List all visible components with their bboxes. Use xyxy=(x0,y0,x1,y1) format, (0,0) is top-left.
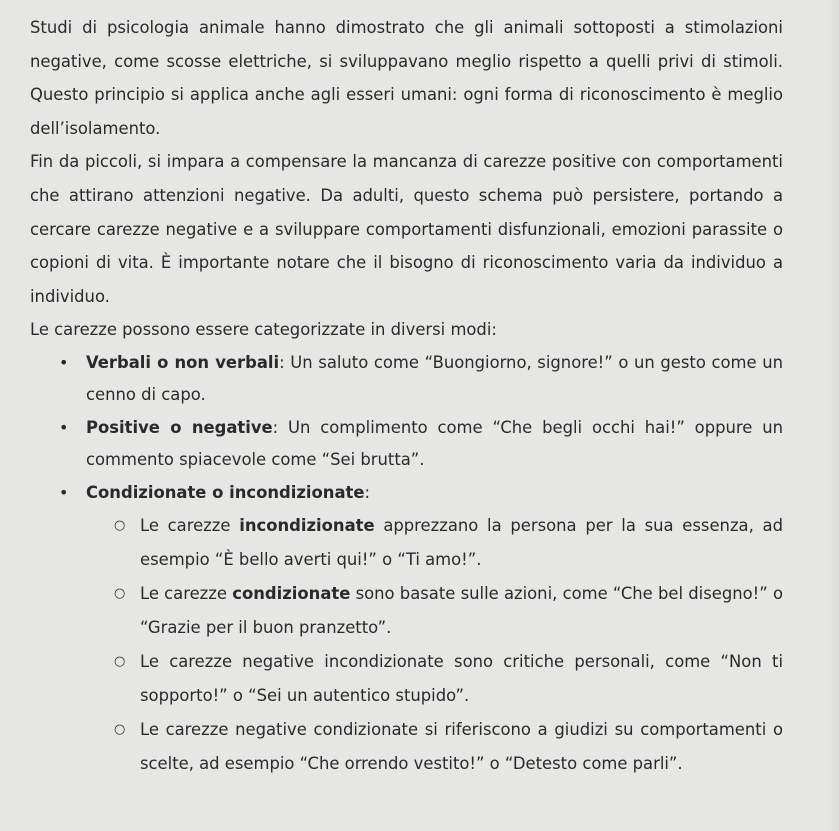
sub-text: Le carezze negative incondizionate sono critiche personali, come “Non ti sopporto!” o “Sei un autentico stupido”. xyxy=(140,652,783,706)
sub-text: Le carezze xyxy=(140,516,240,536)
conditional-sublist xyxy=(86,509,783,781)
sub-bold: condizionate xyxy=(232,584,351,604)
list-item-conditional xyxy=(30,477,783,782)
stroke-categories-list xyxy=(30,347,783,782)
desc-conditional: : xyxy=(364,482,370,502)
sub-text: apprezzano la persona per la sua essenza, ad esempio “È bello averti qui!” o “Ti amo!”. xyxy=(140,516,783,570)
sublist-item xyxy=(30,713,783,781)
desc-positive: : Un complimento come “Che begli occhi hai!” oppure un commento spiacevole come “Sei brutta”. xyxy=(86,417,783,470)
list-item-positive xyxy=(30,412,783,477)
bullet-icon: • xyxy=(59,417,69,437)
sublist-item xyxy=(30,577,783,645)
paragraph-childhood-compensation: Fin da piccoli, si impara a compensare la mancanza di carezze positive con comportamenti che attirano attenzioni negative. Da adulti, questo schema può persistere, portando a cercare carezze negative e a sviluppare comportamenti disfunzionali, emozioni parassite o copioni di vita. È importante notare che il bisogno di riconoscimento varia da individuo a individuo. xyxy=(30,152,783,306)
circle-bullet-icon: ○ xyxy=(114,518,126,534)
sub-text: Le carezze negative condizionate si riferiscono a giudizi su comportamenti o scelte, ad esempio “Che orrendo vestito!” o “Detesto come parli”. xyxy=(140,720,783,774)
list-item-verbal xyxy=(30,347,783,412)
desc-verbal: : Un saluto come “Buongiorno, signore!” o un gesto come un cenno di capo. xyxy=(86,352,783,405)
sub-bold: incondizionate xyxy=(239,516,375,536)
sublist-item xyxy=(30,645,783,713)
circle-bullet-icon: ○ xyxy=(114,722,126,738)
term-verbal: Verbali o non verbali xyxy=(86,352,280,372)
sublist-item xyxy=(30,509,783,577)
paragraph-animal-studies: Studi di psicologia animale hanno dimostrato che gli animali sottoposti a stimolazioni negative, come scosse elettriche, si sviluppavano meglio rispetto a quelli privi di stimoli. Questo principio si applica anche agli esseri umani: ogni forma di riconoscimento è meglio dell’isolamento. xyxy=(30,18,783,138)
sub-text: sono basate sulle azioni, come “Che bel disegno!” o “Grazie per il buon pranzetto”. xyxy=(140,584,783,638)
page-edge-shadow xyxy=(825,0,839,831)
bullet-icon: • xyxy=(59,352,69,372)
sub-text: Le carezze xyxy=(140,584,233,604)
bullet-icon: • xyxy=(59,482,69,502)
term-conditional: Condizionate o incondizionate xyxy=(86,482,365,502)
list-intro: Le carezze possono essere categorizzate in diversi modi: xyxy=(30,320,497,340)
circle-bullet-icon: ○ xyxy=(114,586,126,602)
term-positive: Positive o negative xyxy=(86,417,273,437)
circle-bullet-icon: ○ xyxy=(114,654,126,670)
